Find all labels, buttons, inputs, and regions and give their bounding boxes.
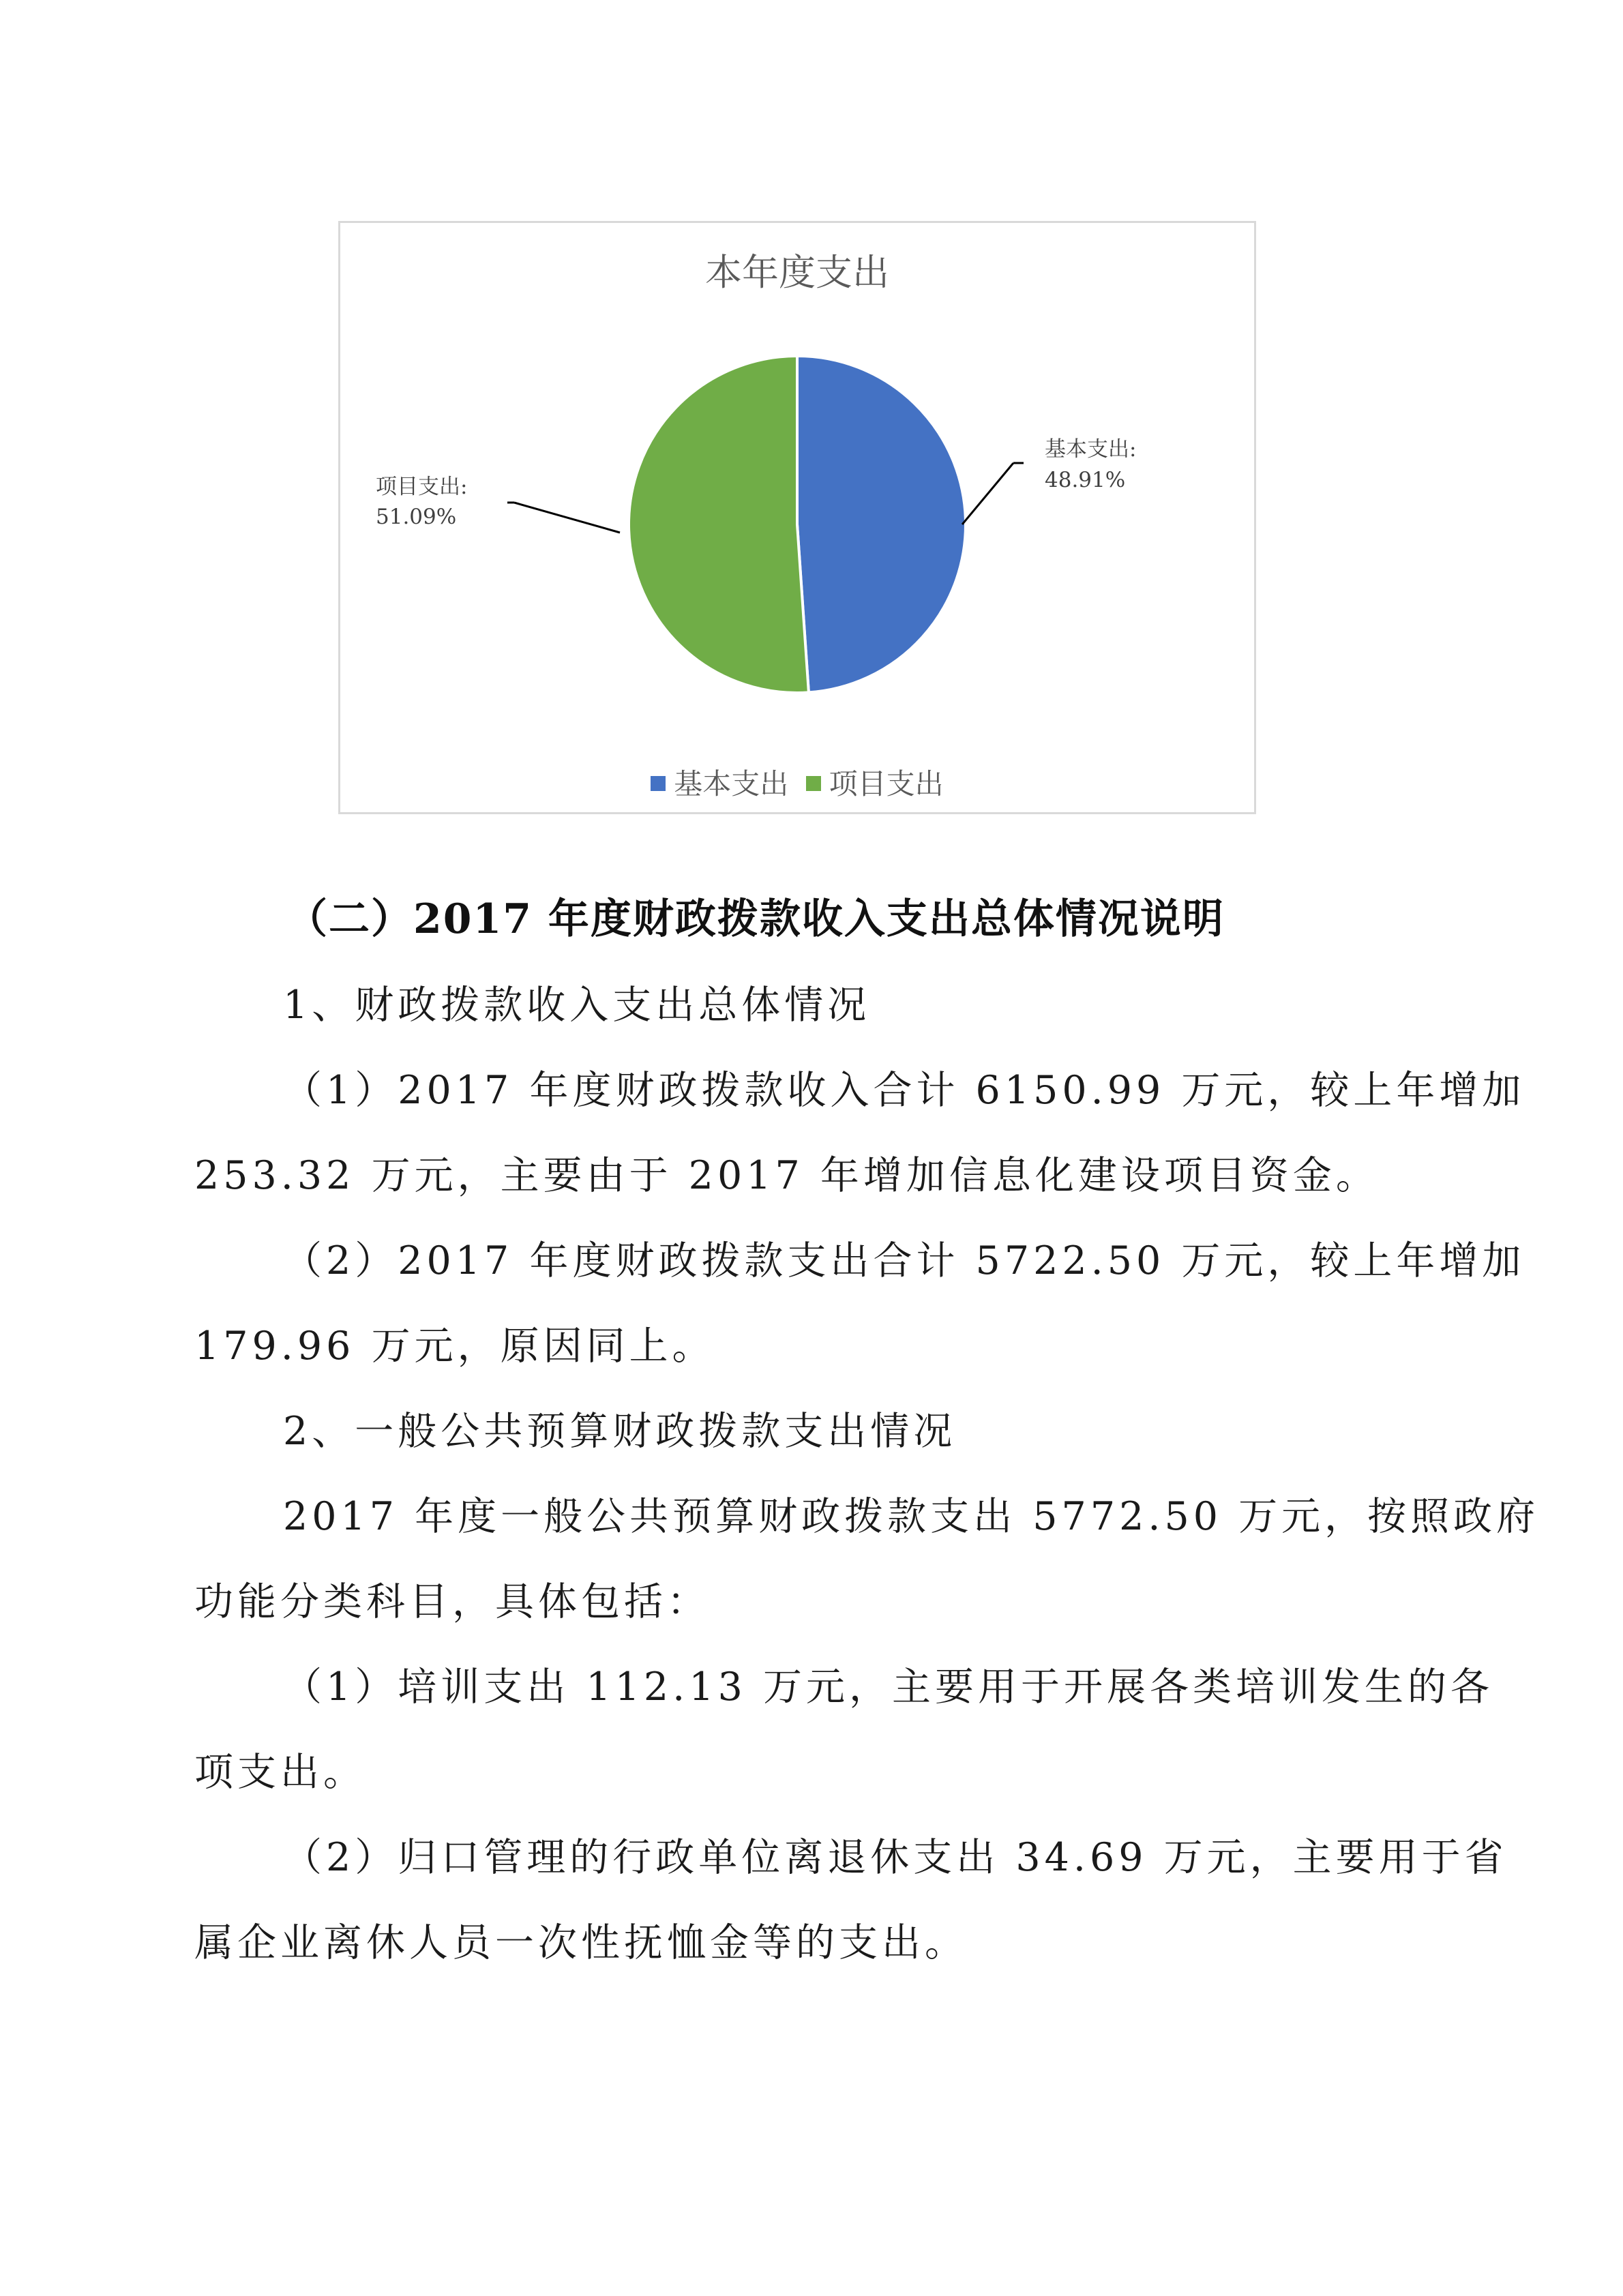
legend-label-project: 项目支出 (829, 767, 944, 801)
legend-swatch-basic (651, 776, 666, 791)
paragraph-line: 项支出。 (194, 1750, 366, 1795)
leader-line-basic (962, 463, 1013, 524)
paragraph-line: （2）归口管理的行政单位离退休支出 34.69 万元，主要用于省 (283, 1835, 1508, 1880)
data-label-project-name: 项目支出: (376, 475, 468, 499)
paragraph-line: 功能分类科目，具体包括： (194, 1579, 710, 1624)
legend-item-basic (651, 762, 788, 803)
pie-chart-svg (340, 223, 1254, 812)
chart-legend (340, 762, 1254, 803)
paragraph-line: 253.32 万元，主要由于 2017 年增加信息化建设项目资金。 (194, 1153, 1379, 1198)
legend-label-basic: 基本支出 (674, 767, 789, 801)
paragraph-line: 属企业离休人员一次性抚恤金等的支出。 (194, 1920, 968, 1965)
paragraph-line: 2、一般公共预算财政拨款支出情况 (283, 1409, 957, 1454)
pie-chart (338, 221, 1256, 814)
paragraph-line: （1）培训支出 112.13 万元，主要用于开展各类培训发生的各 (283, 1665, 1493, 1710)
chart-title: 本年度支出 (705, 251, 889, 294)
paragraph-line: 2017 年度一般公共预算财政拨款支出 5772.50 万元，按照政府 (283, 1494, 1540, 1539)
legend-swatch-project (806, 776, 821, 791)
legend-item-project (806, 762, 944, 803)
data-label-basic-name: 基本支出: (1045, 437, 1137, 462)
data-label-project-value: 51.09% (376, 505, 457, 529)
pie-slice-project (629, 356, 809, 693)
paragraph-line: （1）2017 年度财政拨款收入合计 6150.99 万元，较上年增加 (283, 1068, 1525, 1113)
paragraph-line: 179.96 万元，原因同上。 (194, 1324, 715, 1369)
data-label-basic-value: 48.91% (1045, 468, 1126, 492)
paragraph-line: （2）2017 年度财政拨款支出合计 5722.50 万元，较上年增加 (283, 1238, 1525, 1283)
section-heading: （二）2017 年度财政拨款收入支出总体情况说明 (286, 895, 1225, 943)
paragraph-line: 1、财政拨款收入支出总体情况 (283, 983, 871, 1028)
leader-line-project (514, 503, 620, 533)
pie-slice-basic (797, 356, 966, 692)
